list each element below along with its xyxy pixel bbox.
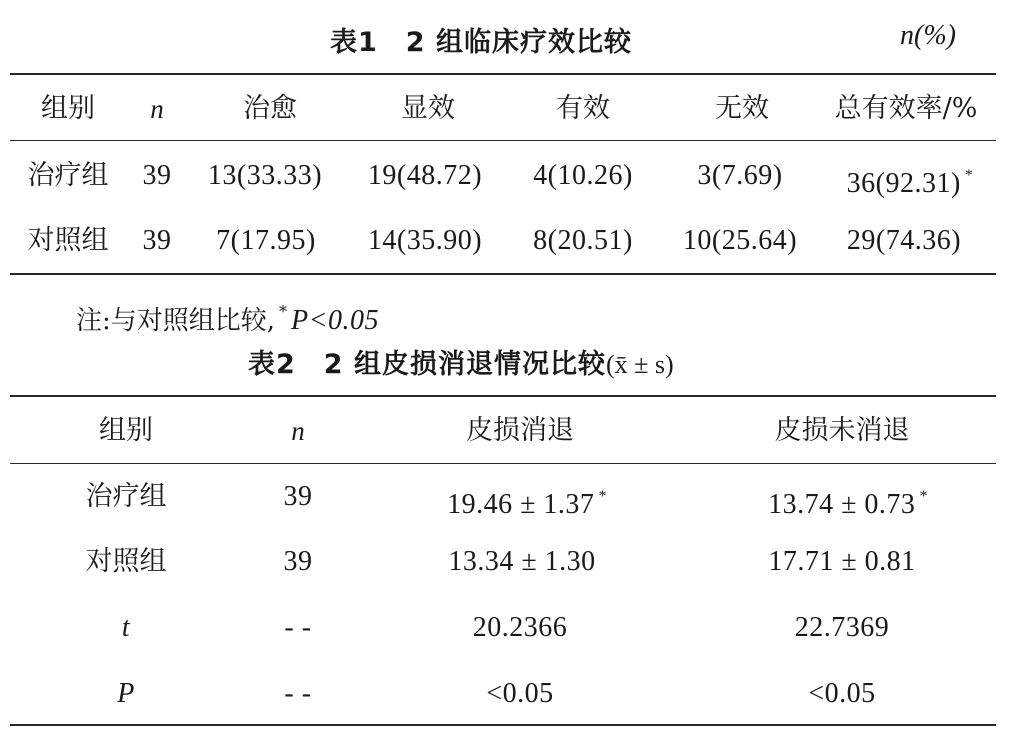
table2-row4-unresolved: <0.05 xyxy=(808,678,876,709)
table2-header-group: 组别 xyxy=(99,415,153,446)
table1-footnote xyxy=(76,300,379,337)
table1-header-ineffective: 无效 xyxy=(715,93,769,124)
table2-header-unresolved: 皮损未消退 xyxy=(774,415,910,446)
table1-row2-group: 对照组 xyxy=(27,225,109,256)
table1-row1-marked: 19(48.72) xyxy=(367,160,483,191)
footnote-stat: P<0.05 xyxy=(291,305,380,336)
table1-header-cured: 治愈 xyxy=(243,93,297,124)
table2-header-resolved: 皮损消退 xyxy=(466,415,574,446)
table1-header-total: 总有效率/% xyxy=(834,93,978,124)
table1-row1-ineffective: 3(7.69) xyxy=(697,160,783,191)
footnote-text: 注:与对照组比较, xyxy=(76,306,276,336)
table1-row1-total xyxy=(847,159,974,201)
table2-row1-unresolved xyxy=(768,480,928,522)
table1-row1-total-value: 36(92.31) xyxy=(846,168,961,199)
table1-top-rule xyxy=(10,73,996,75)
table2-row2-resolved: 13.34 ± 1.30 xyxy=(448,546,596,577)
table2-row3-stat: t xyxy=(121,612,131,643)
table2-row4-n: - - xyxy=(284,678,312,709)
table1-row2-ineffective: 10(25.64) xyxy=(682,225,798,256)
table2-caption-text: 表2 2 组皮损消退情况比较 xyxy=(248,349,606,380)
table1-row1-effective: 4(10.26) xyxy=(533,160,633,191)
table1-row1-n: 39 xyxy=(142,160,172,191)
table1-row1-cured: 13(33.33) xyxy=(207,160,323,191)
table2-row2-n: 39 xyxy=(283,546,313,577)
table2-header-rule xyxy=(10,463,996,464)
table2-top-rule xyxy=(10,395,996,397)
table1-header-effective: 有效 xyxy=(556,93,610,124)
table1-header-group: 组别 xyxy=(41,93,95,124)
table2-row3-unresolved: 22.7369 xyxy=(794,612,890,643)
table1-row2-effective: 8(20.51) xyxy=(533,225,633,256)
table2-row1-resolved xyxy=(447,480,607,522)
table1-header-marked: 显效 xyxy=(401,93,455,124)
table2-bottom-rule xyxy=(10,724,996,726)
table2-row4-stat: P xyxy=(117,678,135,709)
table2-row1-unresolved-value: 13.74 ± 0.73 xyxy=(768,489,916,520)
table1-bottom-rule xyxy=(10,273,996,275)
significance-mark: * xyxy=(598,488,607,505)
table1-header-n: n xyxy=(150,94,164,124)
table2-row4-resolved: <0.05 xyxy=(486,678,554,709)
table1-row2-total: 29(74.36) xyxy=(846,225,962,256)
table2-row1-resolved-value: 19.46 ± 1.37 xyxy=(447,489,595,520)
table1-row2-marked: 14(35.90) xyxy=(367,225,483,256)
table2-caption xyxy=(248,342,674,381)
table1-row2-n: 39 xyxy=(142,225,172,256)
table2-row3-n: - - xyxy=(284,612,312,643)
significance-mark: * xyxy=(919,488,928,505)
table1-caption: 表1 2 组临床疗效比较 xyxy=(330,27,632,58)
table2-header-n: n xyxy=(291,416,305,446)
table1-row1-group: 治疗组 xyxy=(27,160,109,191)
table2-row1-n: 39 xyxy=(283,481,313,512)
table2-row2-unresolved: 17.71 ± 0.81 xyxy=(768,546,916,577)
table2-row3-resolved: 20.2366 xyxy=(472,612,568,643)
table1-header-rule xyxy=(10,140,996,141)
significance-mark: * xyxy=(964,167,974,184)
table1-unit: n(%) xyxy=(900,20,956,51)
table2-caption-stat: (x̄ ± s) xyxy=(605,350,674,379)
table1-row2-cured: 7(17.95) xyxy=(216,225,316,256)
table2-row2-group: 对照组 xyxy=(85,546,167,577)
table2-row1-group: 治疗组 xyxy=(85,481,167,512)
footnote-mark: * xyxy=(279,302,288,321)
